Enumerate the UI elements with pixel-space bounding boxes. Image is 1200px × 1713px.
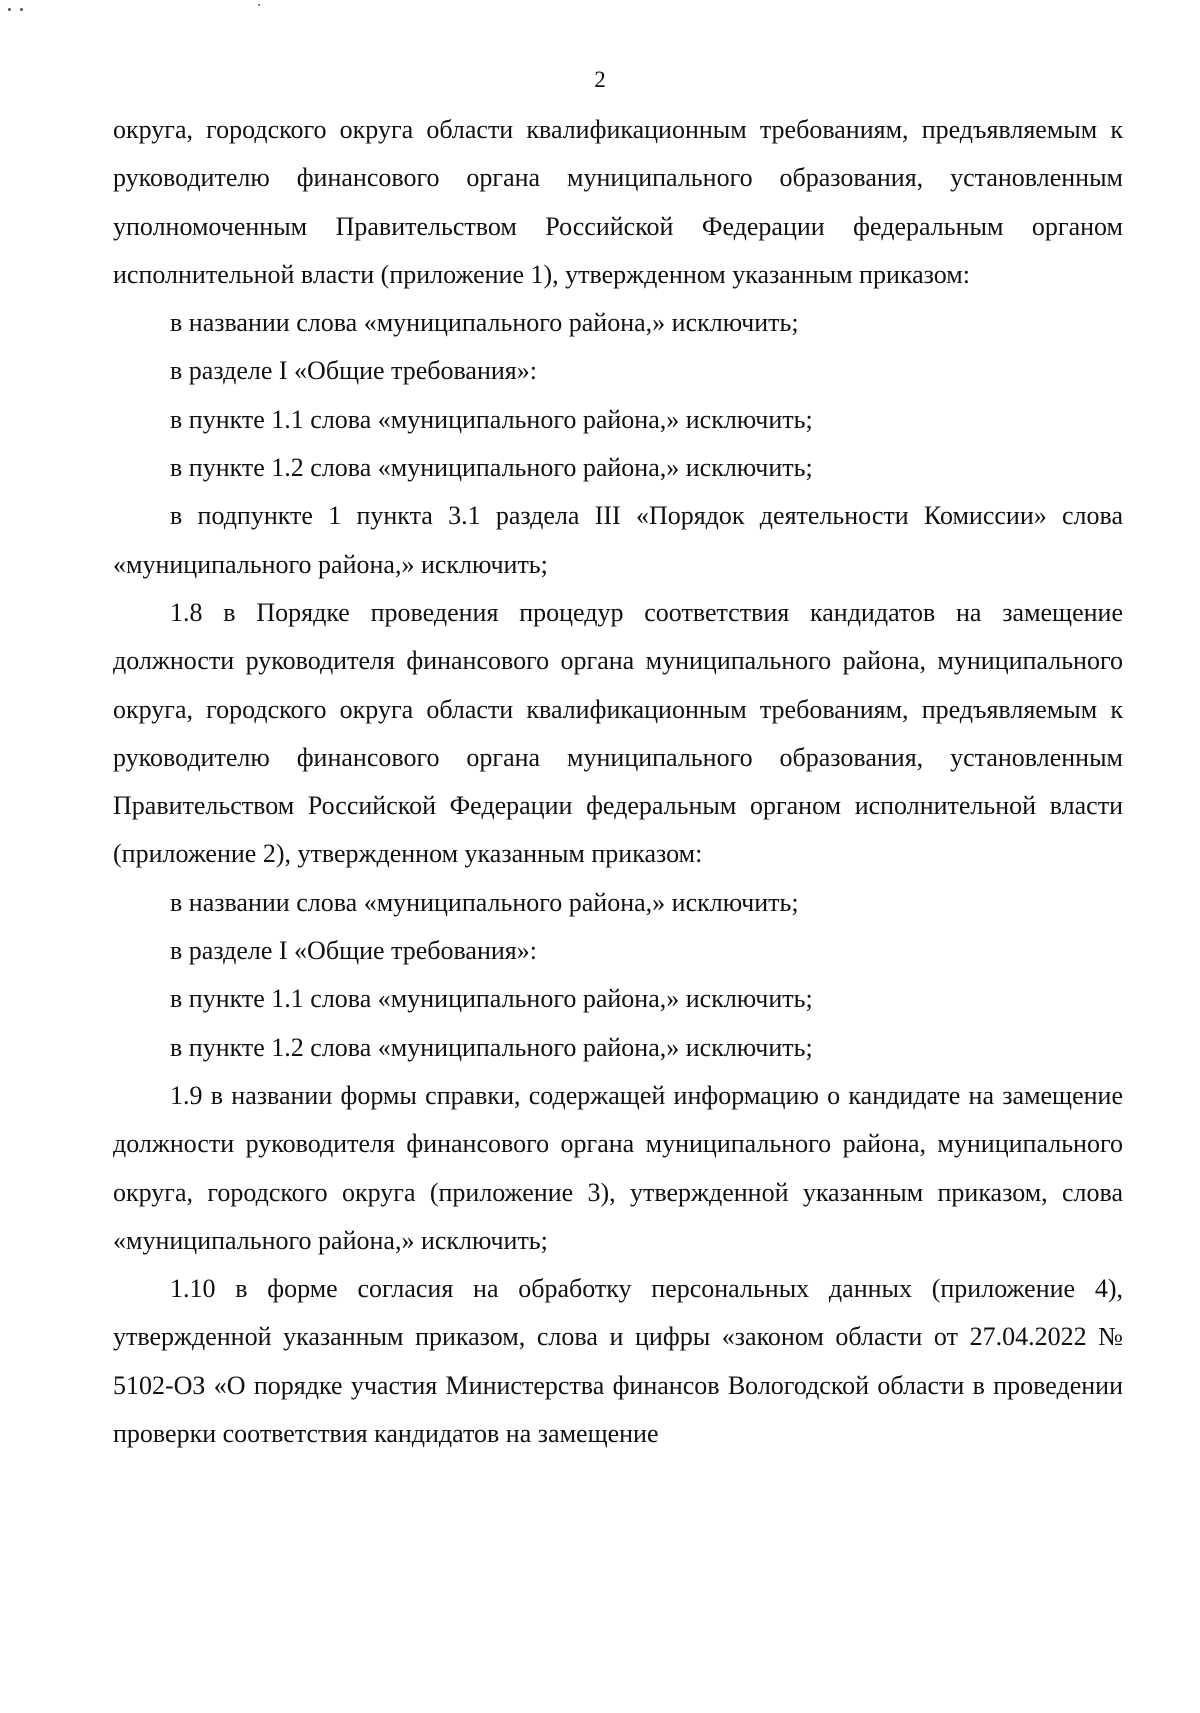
document-body	[113, 106, 1123, 1458]
paragraph: 1.8 в Порядке проведения процедур соответствия кандидатов на замещение должности руководителя финансового органа муниципального района, муниципального округа, городского округа области квалификационным требованиям, предъявляемым к руководителю финансового органа муниципального образования, установленным Правительством Российской Федерации федеральным органом исполнительной власти (приложение 2), утвержденном указанным приказом:	[113, 597, 1123, 869]
paragraph: 1.10 в форме согласия на обработку персональных данных (приложение 4), утвержденной указанным приказом, слова и цифры «законом области от 27.04.2022 № 5102-ОЗ «О порядке участия Министерства финансов Вологодской области в проведении проверки соответствия кандидатов на замещение	[113, 1274, 1123, 1449]
paragraph: округа, городского округа области квалификационным требованиям, предъявляемым к руководителю финансового органа муниципального образования, установленным уполномоченным Правительством Российской Федерации федеральным органом исполнительной власти (приложение 1), утвержденном указанным приказом:	[113, 115, 1123, 289]
paragraph: в пункте 1.2 слова «муниципального района,» исключить;	[170, 1032, 813, 1062]
paragraph: в подпункте 1 пункта 3.1 раздела III «Порядок деятельности Комиссии» слова «муниципального района,» исключить;	[113, 501, 1123, 579]
paragraph: в пункте 1.2 слова «муниципального района,» исключить;	[170, 453, 813, 483]
scan-artifact-dot	[8, 8, 11, 11]
page-number: 2	[594, 67, 606, 92]
scan-artifact-dot	[20, 8, 23, 11]
paragraph: в пункте 1.1 слова «муниципального района,» исключить;	[170, 984, 813, 1014]
paragraph: в названии слова «муниципального района,» исключить;	[170, 887, 799, 917]
paragraph: в пункте 1.1 слова «муниципального района,» исключить;	[170, 404, 813, 434]
paragraph: 1.9 в названии формы справки, содержащей информацию о кандидате на замещение должности руководителя финансового органа муниципального района, муниципального округа, городского округа (приложение 3), утвержденной указанным приказом, слова «муниципального района,» исключить;	[113, 1080, 1123, 1255]
paragraph: в разделе I «Общие требования»:	[170, 356, 537, 386]
paragraph: в названии слова «муниципального района,» исключить;	[170, 308, 799, 338]
scan-artifact-dot	[258, 4, 260, 6]
paragraph: в разделе I «Общие требования»:	[170, 936, 537, 966]
